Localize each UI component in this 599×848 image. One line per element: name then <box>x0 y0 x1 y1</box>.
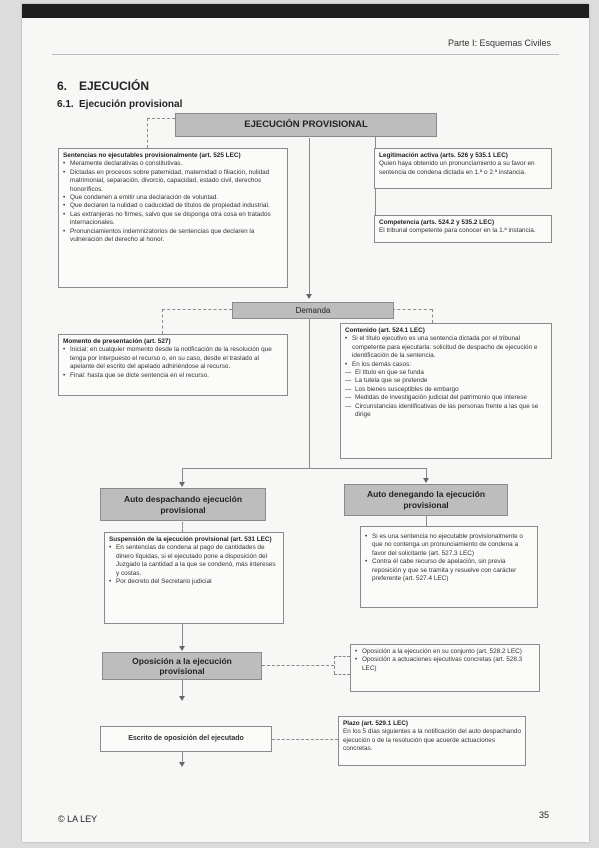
sub-list-item: — Circunstancias identificativas de las personas frente a las que se dirige <box>345 403 547 420</box>
list-item: • Las extranjeras no firmes, salvo que se disponga otra cosa en tratados internacionales. <box>63 211 283 228</box>
connector <box>334 674 350 675</box>
sub-list-item: — La tutela que se pretende <box>345 377 547 385</box>
list-item: • Final: hasta que se dicte sentencia en el recurso. <box>63 372 283 380</box>
sub-list-item: — Los bienes susceptibles de embargo <box>345 386 547 394</box>
page <box>22 4 589 842</box>
list-item: • En sentencias de condena al pago de cantidades de dinero líquidas, si el ejecutado pone a disposición del Juzgado la cantidad a la que se condenó, más intereses y costas. <box>109 544 279 578</box>
no-ejecutables-title: Sentencias no ejecutables provisionalmente (art. 525 LEC) <box>63 152 241 159</box>
subsection-number: 6.1. <box>57 99 74 110</box>
legitimacion-box <box>374 148 552 189</box>
momento-box <box>58 334 288 396</box>
connector <box>392 309 432 310</box>
list-item: • Oposición a la ejecución en su conjunto (art. 528.2 LEC) <box>355 648 535 656</box>
section-number: 6. <box>57 79 68 93</box>
auto-despachando-box: Auto despachando ejecución provisional <box>100 488 266 521</box>
subsection-title: Ejecución provisional <box>79 99 183 110</box>
legitimacion-title: Legitimación activa (arts. 526 y 535.1 LEC) <box>379 152 508 159</box>
suspension-box <box>104 532 284 624</box>
arrow-down-icon <box>179 646 185 651</box>
momento-title: Momento de presentación (art. 527) <box>63 338 171 345</box>
running-head: Parte I: Esquemas Civiles <box>447 38 551 48</box>
subsection-heading <box>57 99 182 110</box>
connector <box>432 309 433 323</box>
demanda-box: Demanda <box>232 302 394 319</box>
list-item: • Si es una sentencia no ejecutable provisionalmente o que no contenga un pronunciamiento de condena a favor del solicitante (art. 527.3 LEC) <box>365 533 533 558</box>
competencia-text: El tribunal competente para conocer en la 1.ª instancia. <box>379 227 536 235</box>
auto-denegando-box: Auto denegando la ejecución provisional <box>344 484 508 516</box>
contenido-title: Contenido (art. 524.1 LEC) <box>345 327 425 334</box>
section-heading <box>57 79 149 93</box>
list-item: • Por decreto del Secretario judicial <box>109 578 279 586</box>
arrow-down-icon <box>306 294 312 299</box>
list-item: • Si el título ejecutivo es una sentencia dictada por el tribunal competente para ejecutarla: solicitud de despacho de ejecución e identificación de la sentencia. <box>345 335 547 360</box>
oposicion-box: Oposición a la ejecución provisional <box>102 652 262 680</box>
list-item: • Pronunciamientos indemnizatorios de sentencias que declaren la vulneración del derecho al honor. <box>63 228 283 245</box>
legitimacion-text: Quien haya obtenido un pronunciamiento a su favor en sentencia de condena dictada en 1.ª o 2.ª instancia. <box>379 160 535 176</box>
competencia-box <box>374 215 552 243</box>
arrow-down-icon <box>179 696 185 701</box>
suspension-list <box>109 544 279 586</box>
main-box: EJECUCIÓN PROVISIONAL <box>175 113 437 137</box>
connector <box>162 309 232 310</box>
contenido-list <box>345 335 547 419</box>
publisher-mark: © LA LEY <box>58 814 98 824</box>
section-title: EJECUCIÓN <box>79 79 150 93</box>
oposicion-tipos-list <box>355 648 535 673</box>
oposicion-tipos-box <box>350 644 540 692</box>
list-item: • Meramente declarativas o constitutivas. <box>63 160 283 168</box>
header-rule <box>52 54 559 55</box>
no-ejecutables-list <box>63 160 283 244</box>
list-item: • Que condenen a emitir una declaración de voluntad. <box>63 194 283 202</box>
competencia-title: Competencia (arts. 524.2 y 535.2 LEC) <box>379 219 495 226</box>
plazo-title: Plazo (art. 529.1 LEC) <box>343 720 408 727</box>
connector <box>426 516 427 526</box>
no-ejecutables-box <box>58 148 288 288</box>
connector <box>147 118 148 148</box>
arrow-down-icon <box>179 482 185 487</box>
connector <box>262 665 334 666</box>
list-item: • Contra él cabe recurso de apelación, sin previa reposición y que se tramita y resuelve con carácter preferente (art. 527.4 LEC) <box>365 558 533 583</box>
arrow-down-icon <box>423 478 429 483</box>
connector <box>182 522 183 532</box>
arrow-down-icon <box>179 762 185 767</box>
suspension-title: Suspensión de la ejecución provisional (art. 531 LEC) <box>109 536 272 543</box>
momento-list <box>63 346 283 380</box>
plazo-text: En los 5 días siguientes a la notificación del auto despachando ejecución o de la resolución que acuerde actuaciones concretas. <box>343 728 521 753</box>
sub-list-item: — El título en que se funda <box>345 369 547 377</box>
connector <box>162 309 163 334</box>
scan-top-edge <box>22 4 589 18</box>
connector <box>334 656 335 674</box>
connector <box>272 739 338 740</box>
connector <box>309 316 310 468</box>
connector <box>182 468 426 469</box>
plazo-box <box>338 716 526 766</box>
list-item: • Inicial: en cualquier momento desde la notificación de la resolución que tenga por interpuesto el recurso o, en su caso, desde el traslado al apelante del escrito del apelado adhiriéndose al recurso. <box>63 346 283 371</box>
sub-list-item: — Medidas de investigación judicial del patrimonio que interese <box>345 394 547 402</box>
list-item: • Que declaren la nulidad o caducidad de títulos de propiedad industrial. <box>63 202 283 210</box>
connector <box>334 656 350 657</box>
list-item: • Oposición a actuaciones ejecutivas concretas (art. 528.3 LEC) <box>355 656 535 673</box>
connector <box>309 138 310 298</box>
denegacion-box <box>360 526 538 608</box>
escrito-box: Escrito de oposición del ejecutado <box>100 726 272 752</box>
contenido-box <box>340 323 552 459</box>
connector <box>147 118 175 119</box>
list-item: • En los demás casos: <box>345 361 547 369</box>
denegacion-list <box>365 533 533 583</box>
page-number: 35 <box>538 810 549 820</box>
list-item: • Dictadas en procesos sobre paternidad, maternidad o filiación, nulidad matrimonial, separación, divorcio, capacidad, estado civil, derechos honoríficos. <box>63 169 283 194</box>
